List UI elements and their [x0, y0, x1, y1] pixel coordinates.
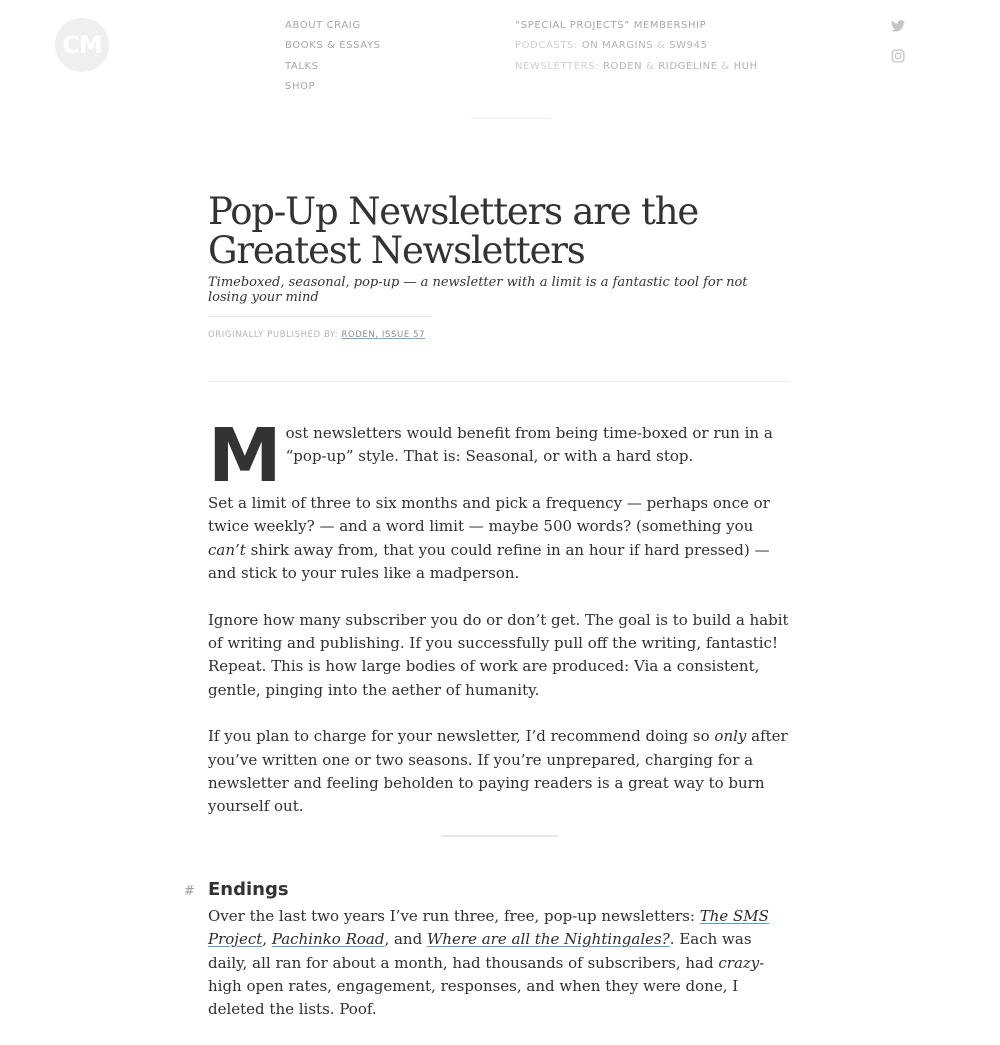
link-sms-project[interactable]: The SMS Project: [208, 907, 769, 949]
paragraph-text: shirk away from, that you could refine in an hour if hard pressed) — and stick to your rules like a madperson.: [208, 540, 770, 582]
article-title: Pop-Up Newsletters are the Greatest Newsletters: [208, 190, 699, 272]
nav-newsletters[interactable]: [515, 61, 758, 81]
header-divider: [471, 118, 551, 119]
nav-newsletters-prefix: NEWSLETTERS:: [515, 60, 600, 72]
section-anchor[interactable]: #: [184, 884, 195, 899]
paragraph-text: after you’ve written one or two seasons. If you’re unprepared, charging for a newsletter and feeling beholden to paying readers is a great way to burn yourself out.: [208, 727, 788, 816]
nav-books-essays[interactable]: BOOKS & ESSAYS: [285, 40, 381, 52]
nav-podcasts-prefix: PODCASTS:: [515, 40, 578, 52]
paragraph: [208, 492, 793, 585]
link-pachinko-road[interactable]: Pachinko Road: [271, 930, 385, 949]
nav-podcasts[interactable]: [515, 40, 758, 60]
nav-membership[interactable]: “SPECIAL PROJECTS” MEMBERSHIP: [515, 20, 707, 31]
primary-nav: [285, 20, 381, 101]
nav-newsletter-huh[interactable]: HUH: [733, 60, 758, 72]
published-label: ORIGINALLY PUBLISHED BY:: [208, 330, 339, 340]
article-body: [208, 413, 793, 842]
nav-podcast-on-margins[interactable]: ON MARGINS: [581, 40, 654, 52]
nav-amp: &: [721, 60, 730, 72]
emphasis: can’t: [208, 540, 246, 559]
drop-cap: M: [208, 413, 278, 499]
published-link[interactable]: RODEN, ISSUE 57: [341, 330, 426, 340]
section-heading: Endings: [208, 879, 289, 900]
paragraph-text: Set a limit of three to six months and pick a frequency — perhaps once or twice weekly? — and a word limit — maybe 500 words? (something you: [208, 494, 770, 536]
paragraph: [208, 413, 793, 499]
paragraph: Ignore how many subscriber you do or don’t get. The goal is to build a habit of writing and publishing. If you successfully pull off the writing, fantastic! Repeat. This is how large bodies of work are produced: Via a consistent, gentle, pinging into the aether of humanity.: [208, 610, 789, 699]
link-nightingales[interactable]: Where are all the Nightingales?: [426, 930, 670, 949]
article-subtitle: Timeboxed, seasonal, pop-up — a newsletter with a limit is a fantastic tool for not losing your mind: [208, 275, 748, 305]
nav-talks[interactable]: TALKS: [285, 60, 319, 72]
paragraph-text: -high open rates, engagement, responses, and when they were done, I deleted the lists. Poof.: [208, 953, 765, 1019]
section-divider: [441, 835, 558, 837]
intro-divider: [208, 381, 790, 382]
paragraph: [208, 725, 793, 818]
nav-about[interactable]: ABOUT CRAIG: [285, 20, 361, 31]
nav-amp: &: [657, 40, 666, 52]
separator: ,: [262, 930, 272, 949]
nav-amp: &: [646, 60, 655, 72]
secondary-nav: [515, 20, 758, 81]
twitter-icon[interactable]: [891, 20, 905, 32]
instagram-icon[interactable]: [891, 49, 905, 63]
nav-newsletter-ridgeline[interactable]: RIDGELINE: [658, 60, 718, 72]
paragraph-text: ost newsletters would benefit from being time-boxed or run in a “pop-up” style. That is: Seasonal, or with a hard stop.: [285, 424, 773, 466]
nav-podcast-sw945[interactable]: SW945: [669, 40, 708, 52]
site-logo[interactable]: [55, 18, 109, 72]
published-by: [208, 330, 425, 340]
paragraph-text: If you plan to charge for your newsletter, I’d recommend doing so: [208, 727, 715, 746]
paragraph-text: . Each was daily, all ran for about a month, had thousands of subscribers, had: [208, 930, 752, 972]
paragraph: [208, 905, 793, 1021]
logo-text: CM: [62, 31, 102, 59]
nav-newsletter-roden[interactable]: RODEN: [602, 60, 643, 72]
article-body-section: [208, 905, 793, 1045]
subtitle-divider: [208, 316, 432, 317]
paragraph-text: Over the last two years I’ve run three, free, pop-up newsletters:: [208, 907, 700, 925]
nav-shop[interactable]: SHOP: [285, 80, 316, 92]
emphasis: only: [714, 727, 747, 746]
separator: , and: [384, 930, 427, 949]
emphasis: crazy: [718, 953, 760, 972]
